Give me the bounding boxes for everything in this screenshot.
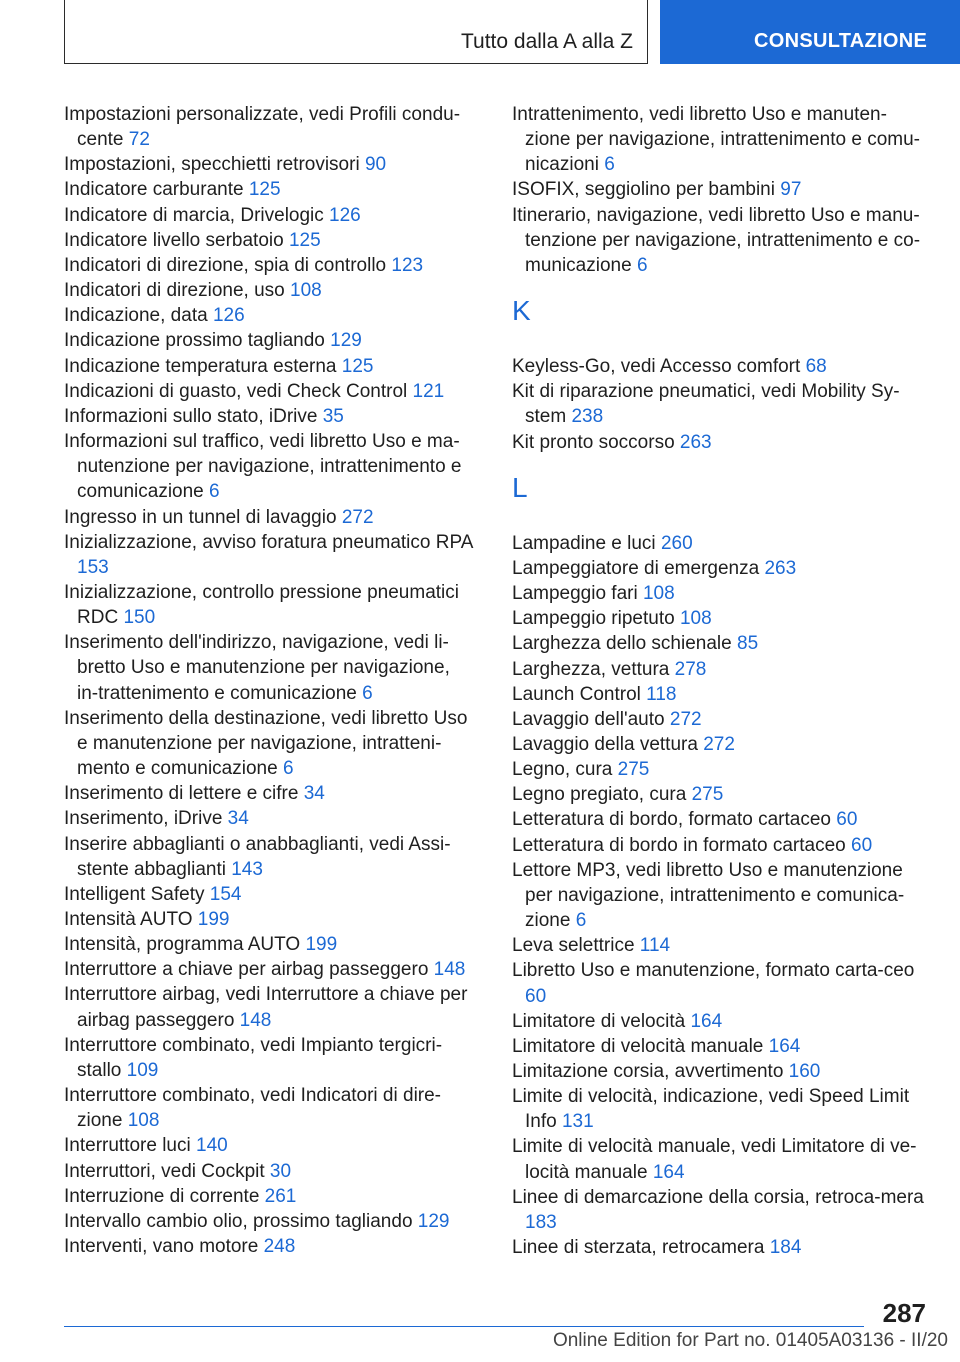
page-reference-link[interactable]: 238 bbox=[571, 406, 604, 428]
footer-edition: Online Edition for Part no. 01405A03136 - II/20 bbox=[552, 1330, 948, 1351]
entry-text: Letteratura di bordo, formato cartaceo bbox=[512, 809, 831, 831]
entry-text: Impostazioni personalizzate, vedi Profili condu-cente bbox=[64, 104, 461, 151]
index-entry bbox=[64, 832, 476, 882]
page-reference-link[interactable]: 6 bbox=[209, 481, 220, 503]
index-entry bbox=[512, 1034, 926, 1059]
entry-text: Indicazione temperatura esterna bbox=[64, 355, 337, 377]
page-reference-link[interactable]: 6 bbox=[604, 154, 615, 176]
page-reference-link[interactable]: 118 bbox=[646, 683, 677, 705]
index-entry bbox=[64, 530, 476, 580]
entry-text: Interruttore a chiave per airbag passeggero bbox=[64, 959, 429, 981]
index-entry bbox=[64, 1033, 476, 1083]
entry-text: Limitazione corsia, avvertimento bbox=[512, 1061, 784, 1082]
entry-text: Interruttore luci bbox=[64, 1135, 191, 1157]
page-reference-link[interactable]: 129 bbox=[330, 330, 362, 352]
index-entry bbox=[512, 833, 926, 858]
entry-text: ISOFIX, seggiolino per bambini bbox=[512, 179, 775, 201]
page-reference-link[interactable]: 129 bbox=[417, 1210, 450, 1232]
page-reference-link[interactable]: 85 bbox=[737, 633, 759, 655]
page-reference-link[interactable]: 34 bbox=[227, 808, 249, 830]
entry-text: Letteratura di bordo in formato cartaceo bbox=[512, 834, 846, 856]
page-reference-link[interactable]: 148 bbox=[239, 1009, 272, 1031]
index-entry bbox=[64, 354, 476, 379]
entry-text: Intervallo cambio olio, prossimo tagliando bbox=[64, 1210, 413, 1232]
entry-text: Launch Control bbox=[512, 683, 641, 705]
index-entry bbox=[512, 631, 926, 656]
index-column-left bbox=[64, 102, 476, 1259]
index-entry bbox=[512, 430, 926, 455]
index-entry bbox=[64, 932, 476, 957]
index-entry bbox=[64, 102, 476, 152]
index-entry bbox=[64, 328, 476, 353]
entry-text: Interruttore airbag, vedi Interruttore a chiave per airbag passeggero bbox=[64, 984, 468, 1031]
index-entry bbox=[512, 933, 926, 958]
entry-text: Legno pregiato, cura bbox=[512, 784, 687, 806]
index-entry bbox=[512, 177, 926, 202]
entry-text: Indicatore di marcia, Drivelogic bbox=[64, 204, 324, 226]
entry-text: Interruttore combinato, vedi Indicatori di dire-zione bbox=[64, 1085, 442, 1132]
index-entry bbox=[64, 1209, 476, 1234]
page-reference-link[interactable]: 34 bbox=[303, 783, 325, 805]
index-entry bbox=[64, 781, 476, 806]
entry-text: Indicazioni di guasto, vedi Check Control bbox=[64, 380, 408, 402]
entry-text: Informazioni sullo stato, iDrive bbox=[64, 405, 318, 427]
entry-text: Indicatori di direzione, uso bbox=[64, 280, 285, 302]
entry-text: Inserimento dell'indirizzo, navigazione, vedi li-bretto Uso e manutenzione per navigazione, in-trattenimento e comunicazione bbox=[64, 632, 450, 704]
index-entry bbox=[512, 757, 926, 782]
page-reference-link[interactable]: 6 bbox=[362, 682, 373, 704]
page-reference-link[interactable]: 260 bbox=[660, 532, 693, 554]
entry-text: Indicazione prossimo tagliando bbox=[64, 330, 325, 352]
page-reference-link[interactable]: 68 bbox=[805, 356, 827, 378]
index-entry bbox=[64, 580, 476, 630]
page-reference-link[interactable]: 164 bbox=[768, 1035, 801, 1057]
entry-text: Kit pronto soccorso bbox=[512, 431, 675, 453]
index-entry bbox=[512, 1235, 926, 1260]
entry-text: Interventi, vano motore bbox=[64, 1236, 259, 1258]
page-reference-link[interactable]: 272 bbox=[703, 733, 735, 755]
page-reference-link[interactable]: 97 bbox=[780, 179, 802, 201]
index-entry bbox=[64, 1184, 476, 1209]
page-reference-link[interactable]: 261 bbox=[264, 1185, 297, 1207]
index-entry bbox=[64, 957, 476, 982]
index-entry bbox=[64, 1234, 476, 1259]
index-entry bbox=[64, 429, 476, 504]
page-number: 287 bbox=[882, 1298, 926, 1328]
index-entry bbox=[64, 177, 476, 202]
page-reference-link[interactable]: 199 bbox=[305, 934, 338, 956]
entry-text: Lavaggio dell'auto bbox=[512, 708, 665, 730]
entry-text: Impostazioni, specchietti retrovisori bbox=[64, 154, 360, 176]
entry-text: Intensità AUTO bbox=[64, 909, 193, 930]
page-reference-link[interactable]: 263 bbox=[679, 431, 712, 453]
page-reference-link[interactable]: 114 bbox=[639, 935, 671, 957]
entry-text: Indicatore livello serbatoio bbox=[64, 229, 284, 251]
page-reference-link[interactable]: 164 bbox=[690, 1010, 723, 1032]
entry-text: Inserimento, iDrive bbox=[64, 808, 223, 830]
page-reference-link[interactable]: 164 bbox=[652, 1161, 685, 1183]
entry-text: Inserimento della destinazione, vedi libretto Uso e manutenzione per navigazione, intratteni-mento e comunicazione bbox=[64, 707, 468, 780]
page-reference-link[interactable]: 272 bbox=[341, 506, 374, 528]
page-reference-link[interactable]: 184 bbox=[769, 1237, 802, 1259]
header-section-tab bbox=[660, 0, 960, 64]
entry-text: Indicatori di direzione, spia di controllo bbox=[64, 254, 387, 276]
page-reference-link[interactable]: 140 bbox=[196, 1135, 228, 1157]
index-entry bbox=[64, 1083, 476, 1133]
entry-text: Limitatore di velocità bbox=[512, 1010, 686, 1032]
section-title: CONSULTAZIONE bbox=[754, 30, 928, 52]
page-reference-link[interactable]: 199 bbox=[197, 909, 230, 930]
index-entry bbox=[512, 807, 926, 832]
index-entry bbox=[64, 228, 476, 253]
index-entry bbox=[512, 354, 926, 379]
index-entry bbox=[512, 682, 926, 707]
entry-text: Interruzione di corrente bbox=[64, 1185, 260, 1207]
index-entry bbox=[64, 278, 476, 303]
index-entry bbox=[512, 707, 926, 732]
index-entry bbox=[512, 1084, 926, 1134]
index-entry bbox=[512, 531, 926, 556]
index-entry bbox=[64, 907, 476, 932]
index-column-right bbox=[512, 102, 926, 1260]
page-reference-link[interactable]: 35 bbox=[322, 405, 344, 427]
index-entry bbox=[64, 303, 476, 328]
index-entry bbox=[512, 556, 926, 581]
page-reference-link[interactable]: 108 bbox=[127, 1110, 160, 1132]
index-entry bbox=[512, 1059, 926, 1084]
index-entry bbox=[512, 958, 926, 1008]
entry-text: Inserire abbaglianti o anabbaglianti, vedi Assi-stente abbaglianti bbox=[64, 833, 451, 880]
entry-text: Keyless-Go, vedi Accesso comfort bbox=[512, 356, 801, 378]
index-entry bbox=[512, 1009, 926, 1034]
page-reference-link[interactable]: 108 bbox=[642, 583, 675, 605]
index-entry bbox=[64, 706, 476, 781]
index-entry bbox=[64, 253, 476, 278]
footer-divider bbox=[64, 1326, 864, 1327]
entry-text: Libretto Uso e manutenzione, formato carta-ceo bbox=[512, 960, 915, 982]
entry-text: Informazioni sul traffico, vedi libretto Uso e ma-nutenzione per navigazione, intrattenimento e comunicazione bbox=[64, 431, 462, 503]
entry-text: Larghezza, vettura bbox=[512, 658, 670, 680]
entry-text: Larghezza dello schienale bbox=[512, 633, 732, 655]
index-entry bbox=[512, 581, 926, 606]
page-reference-link[interactable]: 278 bbox=[674, 658, 707, 680]
page-reference-link[interactable]: 123 bbox=[391, 254, 424, 276]
index-entry bbox=[512, 203, 926, 278]
index-entry bbox=[512, 1185, 926, 1235]
entry-text: Indicatore carburante bbox=[64, 179, 244, 201]
page-reference-link[interactable]: 60 bbox=[851, 834, 873, 856]
index-entry bbox=[512, 858, 926, 933]
entry-text: Itinerario, navigazione, vedi libretto Uso e manu-tenzione per navigazione, intrattenimento e co-municazione bbox=[512, 204, 921, 276]
page-reference-link[interactable]: 125 bbox=[341, 355, 374, 377]
index-letter-l: L bbox=[512, 471, 528, 503]
entry-text: Interruttori, vedi Cockpit bbox=[64, 1160, 265, 1182]
index-entry bbox=[64, 806, 476, 831]
entry-text: Lampadine e luci bbox=[512, 532, 656, 554]
index-entry bbox=[512, 1134, 926, 1184]
page-reference-link[interactable]: 126 bbox=[212, 305, 245, 327]
page-reference-link[interactable]: 272 bbox=[669, 708, 702, 730]
page-reference-link[interactable]: 143 bbox=[231, 858, 263, 880]
entry-text: Interruttore combinato, vedi Impianto tergicri-stallo bbox=[64, 1034, 443, 1081]
entry-text: Kit di riparazione pneumatici, vedi Mobility Sy-stem bbox=[512, 381, 900, 428]
entry-text: Lampeggiatore di emergenza bbox=[512, 557, 760, 579]
page-reference-link[interactable]: 60 bbox=[525, 985, 547, 1007]
page-reference-link[interactable]: 72 bbox=[128, 129, 150, 151]
index-letter-k: K bbox=[512, 295, 531, 327]
entry-text: Lavaggio della vettura bbox=[512, 733, 698, 755]
entry-text: Linee di demarcazione della corsia, retroca-mera bbox=[512, 1186, 924, 1208]
page-reference-link[interactable]: 109 bbox=[126, 1059, 159, 1081]
page-reference-link[interactable]: 126 bbox=[329, 204, 361, 226]
page-reference-link[interactable]: 108 bbox=[679, 608, 712, 630]
page-reference-link[interactable]: 121 bbox=[412, 380, 445, 402]
page-reference-link[interactable]: 183 bbox=[525, 1211, 557, 1233]
entry-text: Legno, cura bbox=[512, 759, 613, 781]
entry-text: Intensità, programma AUTO bbox=[64, 934, 301, 956]
index-entry bbox=[512, 102, 926, 177]
page-reference-link[interactable]: 248 bbox=[263, 1236, 296, 1258]
page-reference-link[interactable]: 6 bbox=[575, 910, 587, 932]
page-reference-link[interactable]: 131 bbox=[561, 1111, 594, 1133]
entry-text: Limitatore di velocità manuale bbox=[512, 1035, 764, 1057]
entry-text: Limite di velocità manuale, vedi Limitatore di ve-locità manuale bbox=[512, 1136, 917, 1183]
page-reference-link[interactable]: 90 bbox=[364, 154, 387, 176]
header-chapter-tab bbox=[64, 0, 648, 64]
index-entry bbox=[512, 657, 926, 682]
page-reference-link[interactable]: 108 bbox=[290, 280, 322, 302]
entry-text: Intelligent Safety bbox=[64, 883, 205, 905]
index-entry bbox=[64, 203, 476, 228]
page-reference-link[interactable]: 6 bbox=[636, 254, 648, 276]
entry-text: Linee di sterzata, retrocamera bbox=[512, 1237, 765, 1259]
entry-text: Leva selettrice bbox=[512, 935, 635, 957]
entry-text: Lampeggio ripetuto bbox=[512, 608, 675, 630]
index-entry bbox=[512, 732, 926, 757]
page-reference-link[interactable]: 125 bbox=[288, 229, 321, 251]
index-entry bbox=[64, 1133, 476, 1158]
entry-text: Intrattenimento, vedi libretto Uso e manuten-zione per navigazione, intrattenimento e comu-nicazioni bbox=[512, 104, 921, 176]
page-reference-link[interactable]: 154 bbox=[209, 883, 242, 905]
page-reference-link[interactable]: 275 bbox=[617, 759, 650, 781]
entry-text: Inserimento di lettere e cifre bbox=[64, 783, 299, 805]
entry-text: Inizializzazione, avviso foratura pneumatico RPA bbox=[64, 531, 473, 553]
page-reference-link[interactable]: 275 bbox=[691, 784, 724, 806]
index-entry bbox=[512, 379, 926, 429]
page-reference-link[interactable]: 125 bbox=[248, 179, 281, 201]
page-reference-link[interactable]: 6 bbox=[282, 758, 294, 780]
page-reference-link[interactable]: 30 bbox=[269, 1160, 292, 1182]
index-entry bbox=[64, 152, 476, 177]
entry-text: Limite di velocità, indicazione, vedi Speed Limit Info bbox=[512, 1086, 910, 1133]
page-reference-link[interactable]: 160 bbox=[788, 1061, 821, 1082]
page-reference-link[interactable]: 150 bbox=[123, 607, 156, 629]
page-reference-link[interactable]: 148 bbox=[433, 959, 466, 981]
index-entry bbox=[64, 982, 476, 1032]
index-entry bbox=[512, 606, 926, 631]
entry-text: Lettore MP3, vedi libretto Uso e manutenzione per navigazione, intrattenimento e comunica-zione bbox=[512, 859, 905, 932]
chapter-title: Tutto dalla A alla Z bbox=[461, 30, 633, 53]
index-entry bbox=[64, 379, 476, 404]
index-entry bbox=[512, 782, 926, 807]
index-entry bbox=[64, 882, 476, 907]
entry-text: Ingresso in un tunnel di lavaggio bbox=[64, 506, 337, 528]
index-entry bbox=[64, 630, 476, 705]
page-reference-link[interactable]: 60 bbox=[836, 809, 858, 831]
entry-text: Lampeggio fari bbox=[512, 583, 638, 605]
index-entry bbox=[64, 505, 476, 530]
index-entry bbox=[64, 1159, 476, 1184]
page-reference-link[interactable]: 153 bbox=[77, 556, 109, 578]
page-reference-link[interactable]: 263 bbox=[764, 557, 797, 579]
entry-text: Indicazione, data bbox=[64, 305, 208, 327]
entry-text: Inizializzazione, controllo pressione pneumatici RDC bbox=[64, 581, 459, 629]
index-entry bbox=[64, 404, 476, 429]
